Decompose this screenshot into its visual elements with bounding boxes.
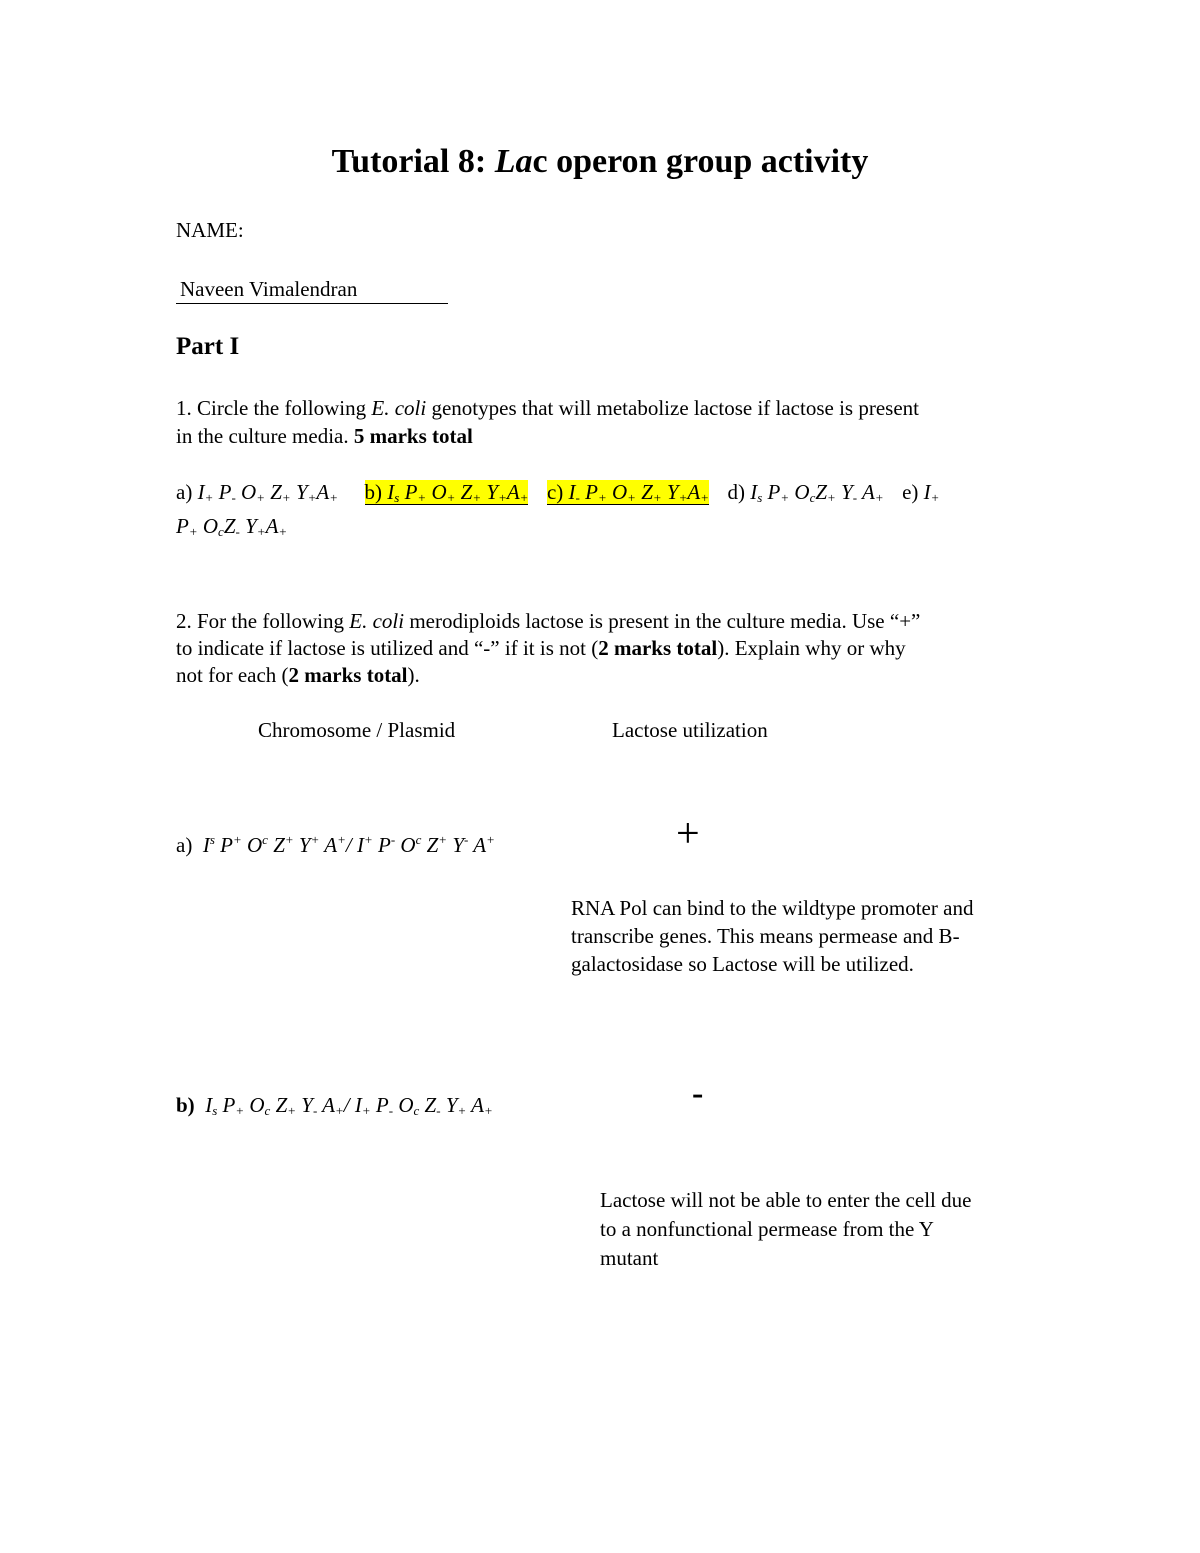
option-e-part2: $P_+$ $O_cZ_-$ $Y_+A_+$ [176, 514, 288, 539]
option-b-highlighted: b) $I_s$ $P_+$ $O_+$ $Z_+$ $Y_+A_+$ [364, 480, 529, 505]
row-b-genotype: b) $I_s$ $P_+$ $O_c$ $Z_+$ $Y_-$ $A_+/$ $I_+$ $P_-$ $O_c$ $Z_-$ $Y_+$ $A_+$ [176, 1093, 493, 1118]
option-a: a) $I_+$ $P_-$ $O_+$ $Z_+$ $Y_+A_+$ [176, 480, 339, 505]
option-c-highlighted: c) $I_-$ $P_+$ $O_+$ $Z_+$ $Y_+A_+$ [546, 480, 709, 505]
row-b-explanation-1: Lactose will not be able to enter the cell due [600, 1188, 972, 1212]
row-a-explanation-1: RNA Pol can bind to the wildtype promoter and [571, 896, 974, 920]
part-heading: Part I [176, 333, 240, 360]
row-b-result: - [692, 1075, 704, 1112]
column-header-chromosome: Chromosome / Plasmid [258, 718, 456, 742]
row-b-explanation-2: to a nonfunctional permease from the Y [600, 1217, 934, 1241]
row-b-explanation-3: mutant [600, 1246, 659, 1270]
q1-line-2: in the culture media. 5 marks total [176, 424, 473, 448]
row-a-explanation-3: galactosidase so Lactose will be utilized. [571, 952, 914, 976]
q1-line-1: 1. Circle the following E. coli genotypes that will metabolize lactose if lactose is present [176, 396, 919, 420]
page-title: Tutorial 8: Lac operon group activity [331, 143, 869, 180]
column-header-lactose: Lactose utilization [612, 718, 768, 742]
option-d: d) $I_s$ $P_+$ $O_cZ_+$ $Y_-$ $A_+$ [727, 480, 884, 505]
q2-line-3: not for each (2 marks total). [176, 663, 420, 687]
name-value: Naveen Vimalendran [176, 275, 448, 304]
q1-options-line-2 [176, 512, 287, 546]
q2-line-1: 2. For the following E. coli merodiploids lactose is present in the culture media. Use “+” [176, 609, 921, 633]
name-label: NAME: [176, 218, 244, 242]
row-a-genotype: a) $I^s$ P+ $O^c$ Z+ Y+ A+/ I+ P- $O^c$ Z+ Y- A+ [176, 832, 495, 857]
row-a-result: + [676, 811, 700, 857]
q2-line-2: to indicate if lactose is utilized and “-” if it is not (2 marks total). Explain why or why [176, 636, 906, 660]
option-e-part1: e) $I_+$ [902, 480, 940, 505]
row-a-explanation-2: transcribe genes. This means permease and B- [571, 924, 960, 948]
q1-options-line-1 [176, 478, 939, 512]
